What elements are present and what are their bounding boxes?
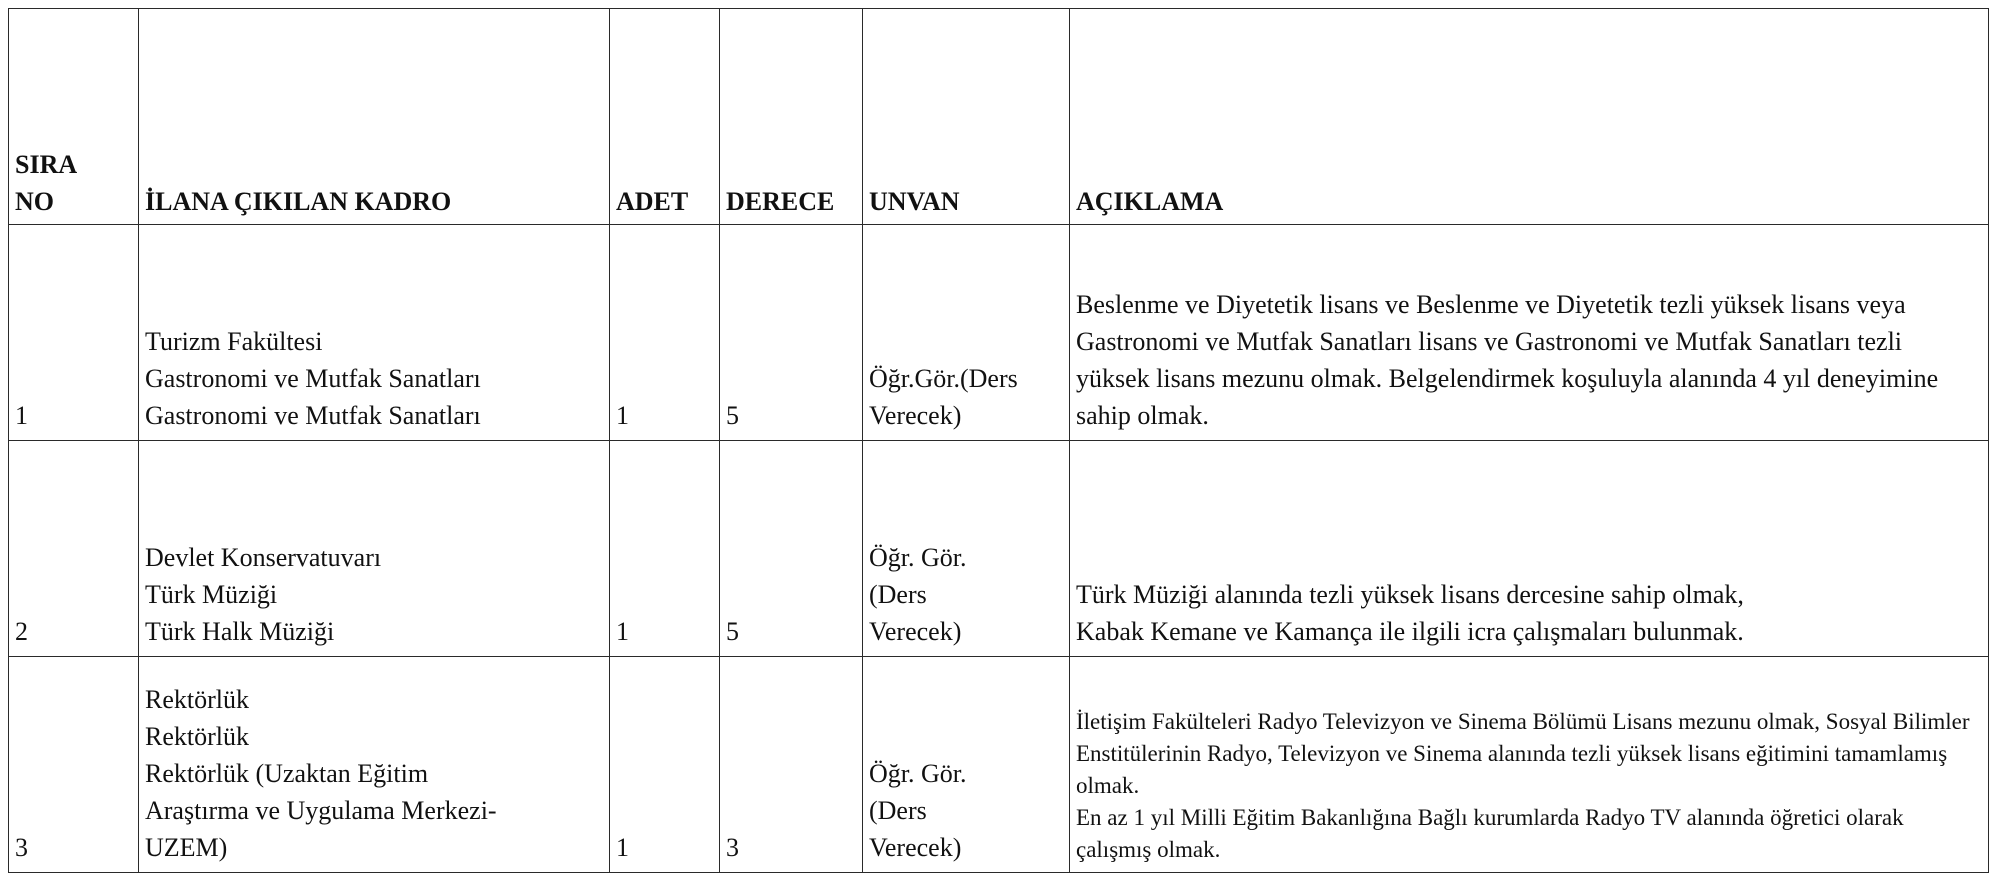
- kadro-table: [8, 8, 1989, 873]
- cell-unvan: [863, 441, 1070, 657]
- cell-sira: 1: [9, 225, 139, 441]
- cell-derece: 3: [720, 657, 863, 873]
- unvan-line: Verecek): [869, 833, 962, 862]
- kadro-line: Gastronomi ve Mutfak Sanatları: [145, 401, 481, 430]
- cell-adet: 1: [610, 225, 720, 441]
- header-no-line: NO: [15, 187, 54, 216]
- cell-unvan: [863, 225, 1070, 441]
- header-sira-line: SIRA: [15, 150, 78, 179]
- aciklama-paragraph: En az 1 yıl Milli Eğitim Bakanlığına Bağlı kurumlarda Radyo TV alanında öğretici olarak çalışmış olmak.: [1076, 805, 1904, 862]
- unvan-line: (Ders: [869, 580, 927, 609]
- table-row: [9, 225, 1989, 441]
- cell-sira: 2: [9, 441, 139, 657]
- aciklama-paragraph: İletişim Fakülteleri Radyo Televizyon ve Sinema Bölümü Lisans mezunu olmak, Sosyal Bilimler Enstitülerinin Radyo, Televizyon ve Sinema alanında tezli yüksek lisans eğitimini tamamlamış olmak.: [1076, 709, 1970, 798]
- kadro-line: Türk Halk Müziği: [145, 617, 335, 646]
- kadro-line: Turizm Fakültesi: [145, 327, 323, 356]
- kadro-line: Devlet Konservatuvarı: [145, 543, 382, 572]
- cell-sira: 3: [9, 657, 139, 873]
- header-adet: ADET: [610, 9, 720, 225]
- cell-adet: 1: [610, 657, 720, 873]
- kadro-line: Araştırma ve Uygulama Merkezi-: [145, 796, 497, 825]
- header-aciklama: AÇIKLAMA: [1070, 9, 1989, 225]
- cell-derece: 5: [720, 441, 863, 657]
- cell-adet: 1: [610, 441, 720, 657]
- header-sira-no: [9, 9, 139, 225]
- cell-derece: 5: [720, 225, 863, 441]
- aciklama-line: Türk Müziği alanında tezli yüksek lisans dercesine sahip olmak,: [1076, 580, 1744, 609]
- unvan-line: Verecek): [869, 617, 962, 646]
- table-row: [9, 657, 1989, 873]
- kadro-line: Türk Müziği: [145, 580, 278, 609]
- unvan-line: Öğr.Gör.(Ders: [869, 364, 1018, 393]
- unvan-line: Öğr. Gör.: [869, 543, 967, 572]
- table-row: [9, 441, 1989, 657]
- header-kadro: İLANA ÇIKILAN KADRO: [139, 9, 610, 225]
- unvan-line: Öğr. Gör.: [869, 759, 967, 788]
- header-unvan: UNVAN: [863, 9, 1070, 225]
- cell-kadro: [139, 657, 610, 873]
- kadro-line: Rektörlük: [145, 722, 249, 751]
- cell-aciklama: [1070, 441, 1989, 657]
- cell-kadro: [139, 441, 610, 657]
- aciklama-paragraph: Beslenme ve Diyetetik lisans ve Beslenme ve Diyetetik tezli yüksek lisans veya Gastronomi ve Mutfak Sanatları lisans ve Gastronomi ve Mutfak Sanatları tezli yüksek lisans mezunu olmak. Belgelendirmek koşuluyla alanında 4 yıl deneyimine sahip olmak.: [1076, 290, 1939, 430]
- kadro-line: Rektörlük: [145, 685, 249, 714]
- unvan-line: (Ders: [869, 796, 927, 825]
- cell-aciklama: [1070, 225, 1989, 441]
- aciklama-line: Kabak Kemane ve Kamança ile ilgili icra çalışmaları bulunmak.: [1076, 617, 1744, 646]
- kadro-line: Rektörlük (Uzaktan Eğitim: [145, 759, 429, 788]
- header-row: [9, 9, 1989, 225]
- cell-kadro: [139, 225, 610, 441]
- kadro-line: Gastronomi ve Mutfak Sanatları: [145, 364, 481, 393]
- kadro-line: UZEM): [145, 833, 228, 862]
- unvan-line: Verecek): [869, 401, 962, 430]
- header-derece: DERECE: [720, 9, 863, 225]
- cell-unvan: [863, 657, 1070, 873]
- cell-aciklama: [1070, 657, 1989, 873]
